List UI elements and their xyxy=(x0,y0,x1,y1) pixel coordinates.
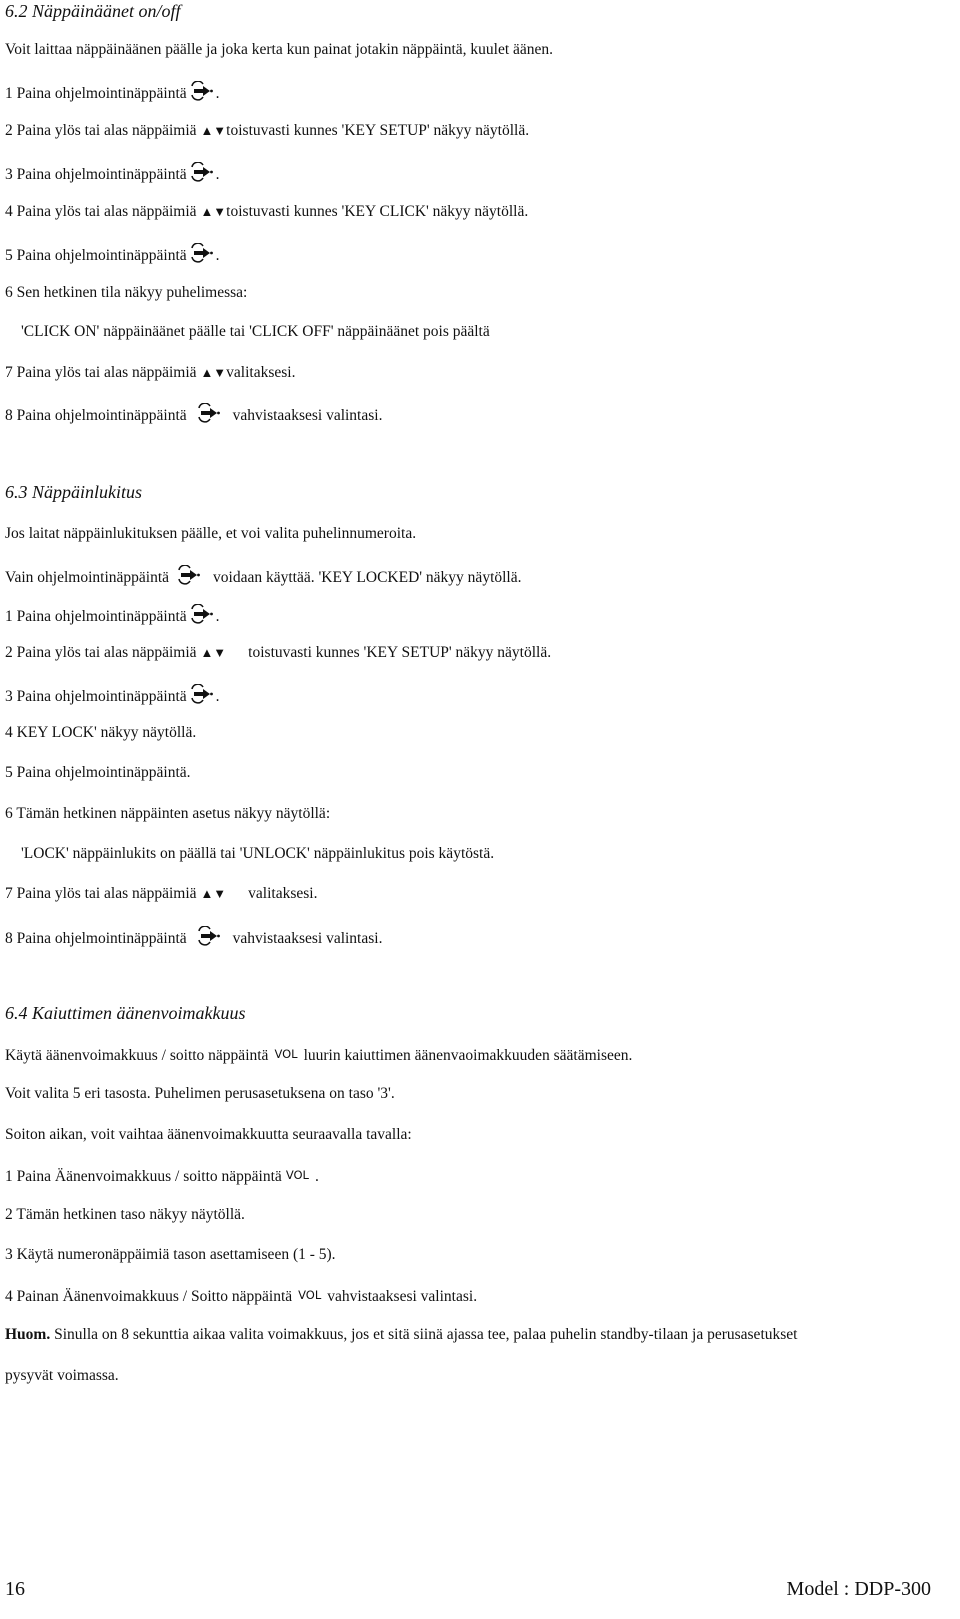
period: . xyxy=(215,247,220,264)
program-key-icon xyxy=(190,243,214,263)
s62-step-6-detail: 'CLICK ON' näppäinäänet päälle tai 'CLICK OFF' näppäinäänet pois päältä xyxy=(21,323,490,340)
step-text-cont: toistuvasti kunnes 'KEY SETUP' näkyy näytöllä. xyxy=(248,644,552,661)
up-down-arrows-icon: ▲▼ xyxy=(200,645,227,660)
s64-step-1 xyxy=(5,1165,319,1187)
page-number: 16 xyxy=(5,1578,25,1600)
s63-step-8 xyxy=(5,926,382,949)
s64-note-cont: pysyvät voimassa. xyxy=(5,1367,119,1384)
s62-step-8 xyxy=(5,403,382,426)
step-text: 5 Paina ohjelmointinäppäintä xyxy=(5,247,187,264)
step-text-cont: vahvistaaksesi valintasi. xyxy=(232,407,383,424)
up-down-arrows-icon: ▲▼ xyxy=(200,123,227,138)
vol-key-icon: VOL xyxy=(274,1047,298,1061)
s64-note xyxy=(5,1325,797,1345)
step-text: 3 Paina ohjelmointinäppäintä xyxy=(5,166,187,183)
s64-step-2: 2 Tämän hetkinen taso näkyy näytöllä. xyxy=(5,1206,245,1223)
period: . xyxy=(215,608,220,625)
period: . xyxy=(314,1168,319,1185)
program-key-icon xyxy=(190,162,214,182)
program-key-icon xyxy=(177,565,201,585)
step-text-cont: valitaksesi. xyxy=(248,885,318,902)
s63-step-3 xyxy=(5,684,220,707)
model-label: Model : DDP-300 xyxy=(786,1578,931,1600)
up-down-arrows-icon: ▲▼ xyxy=(200,886,227,901)
program-key-icon xyxy=(190,81,214,101)
s63-step-5: 5 Paina ohjelmointinäppäintä. xyxy=(5,764,191,781)
program-key-icon xyxy=(190,604,214,624)
vol-key-icon: VOL xyxy=(298,1288,322,1302)
vol-key-icon: VOL xyxy=(285,1168,309,1182)
step-text-cont: vahvistaaksesi valintasi. xyxy=(327,1288,478,1305)
period: . xyxy=(215,688,220,705)
up-down-arrows-icon: ▲▼ xyxy=(200,365,227,380)
step-text: 8 Paina ohjelmointinäppäintä xyxy=(5,930,187,947)
s63-step-6: 6 Tämän hetkinen näppäinten asetus näkyy näytöllä: xyxy=(5,805,331,822)
step-text: 3 Paina ohjelmointinäppäintä xyxy=(5,688,187,705)
step-text-cont: voidaan käyttää. 'KEY LOCKED' näkyy näytöllä. xyxy=(213,569,522,586)
note-label: Huom. xyxy=(5,1326,51,1343)
step-text: 2 Paina ylös tai alas näppäimiä xyxy=(5,644,197,661)
period: . xyxy=(215,166,220,183)
step-text: 4 Paina ylös tai alas näppäimiä xyxy=(5,203,197,220)
s63-step-6-detail: 'LOCK' näppäinlukits on päällä tai 'UNLOCK' näppäinlukitus pois käytöstä. xyxy=(21,845,495,862)
step-text: 1 Paina ohjelmointinäppäintä xyxy=(5,85,187,102)
s64-during: Soiton aikan, voit vaihtaa äänenvoimakkuutta seuraavalla tavalla: xyxy=(5,1126,412,1143)
s63-step-2 xyxy=(5,643,551,663)
program-key-icon xyxy=(190,684,214,704)
step-text: 8 Paina ohjelmointinäppäintä xyxy=(5,407,187,424)
s64-step-3: 3 Käytä numeronäppäimiä tason asettamiseen (1 - 5). xyxy=(5,1246,336,1263)
program-key-icon xyxy=(197,926,221,946)
s62-step-3 xyxy=(5,162,220,185)
step-text: 7 Paina ylös tai alas näppäimiä xyxy=(5,364,197,381)
section-6-4-heading: 6.4 Kaiuttimen äänenvoimakkuus xyxy=(5,1003,246,1023)
step-text: Käytä äänenvoimakkuus / soitto näppäintä xyxy=(5,1047,269,1064)
s63-step-4: 4 KEY LOCK' näkyy näytöllä. xyxy=(5,724,197,741)
section-6-2-heading: 6.2 Näppäinäänet on/off xyxy=(5,1,181,21)
program-key-icon xyxy=(197,403,221,423)
s63-step-1 xyxy=(5,604,220,627)
step-text-cont: toistuvasti kunnes 'KEY SETUP' näkyy näytöllä. xyxy=(226,122,530,139)
s64-intro xyxy=(5,1044,632,1066)
step-text: 7 Paina ylös tai alas näppäimiä xyxy=(5,885,197,902)
s64-step-4 xyxy=(5,1285,477,1307)
note-text: Sinulla on 8 sekunttia aikaa valita voimakkuus, jos et sitä siinä ajassa tee, palaa puhelin standby-tilaan ja perusasetukset xyxy=(54,1326,798,1343)
s64-levels: Voit valita 5 eri tasosta. Puhelimen perusasetuksena on taso '3'. xyxy=(5,1085,395,1102)
step-text: 2 Paina ylös tai alas näppäimiä xyxy=(5,122,197,139)
s63-step-7 xyxy=(5,884,317,904)
s62-step-6: 6 Sen hetkinen tila näkyy puhelimessa: xyxy=(5,284,248,301)
s62-step-5 xyxy=(5,243,220,266)
step-text-cont: luurin kaiuttimen äänenvaoimakkuuden säätämiseen. xyxy=(303,1047,633,1064)
s62-step-1 xyxy=(5,81,220,104)
step-text: 4 Painan Äänenvoimakkuus / Soitto näppäintä xyxy=(5,1288,293,1305)
step-text-cont: toistuvasti kunnes 'KEY CLICK' näkyy näytöllä. xyxy=(226,203,529,220)
period: . xyxy=(215,85,220,102)
up-down-arrows-icon: ▲▼ xyxy=(200,204,227,219)
step-text: 1 Paina ohjelmointinäppäintä xyxy=(5,608,187,625)
s62-step-7 xyxy=(5,363,295,383)
step-text-cont: valitaksesi. xyxy=(226,364,296,381)
section-6-3-heading: 6.3 Näppäinlukitus xyxy=(5,482,143,502)
s62-intro: Voit laittaa näppäinäänen päälle ja joka kerta kun painat jotakin näppäintä, kuulet äänen. xyxy=(5,41,554,58)
step-text: 1 Paina Äänenvoimakkuus / soitto näppäintä xyxy=(5,1168,282,1185)
step-text-cont: vahvistaaksesi valintasi. xyxy=(232,930,383,947)
s63-only xyxy=(5,565,522,588)
s63-intro: Jos laitat näppäinlukituksen päälle, et voi valita puhelinnumeroita. xyxy=(5,525,417,542)
s62-step-2 xyxy=(5,121,529,141)
step-text: Vain ohjelmointinäppäintä xyxy=(5,569,170,586)
s62-step-4 xyxy=(5,202,528,222)
